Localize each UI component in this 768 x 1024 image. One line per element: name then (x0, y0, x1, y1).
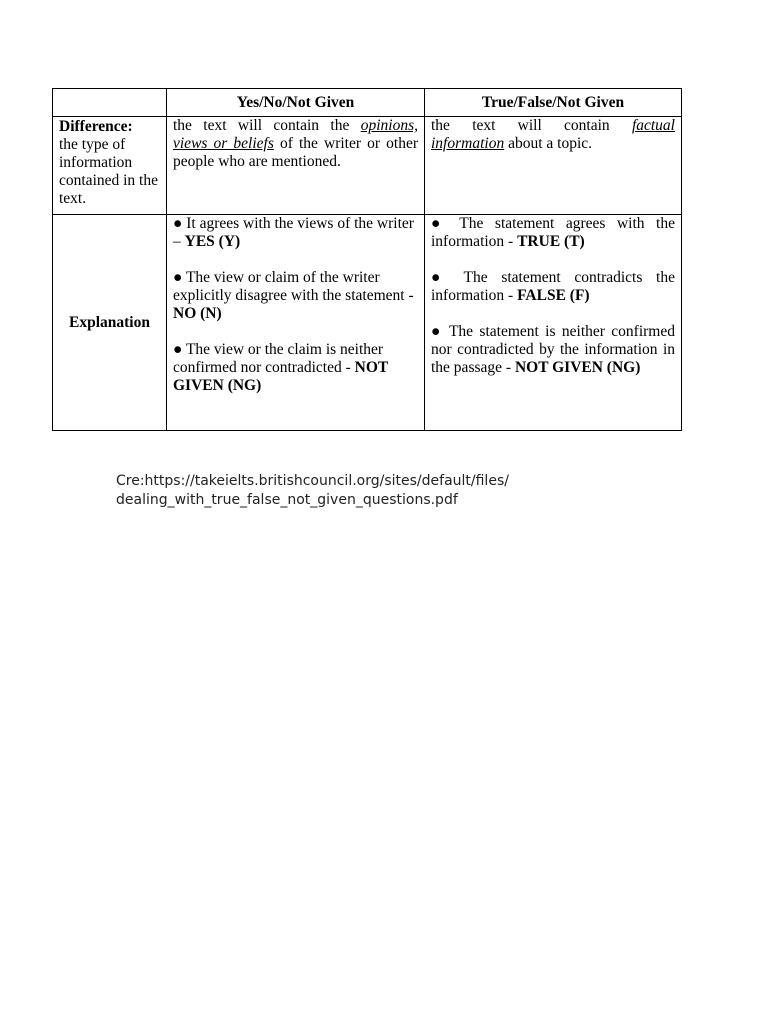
ynng-difference-before: the text will contain the (173, 117, 361, 134)
tfng-difference-after: about a topic. (504, 135, 593, 152)
tfng-difference-before: the text will contain (431, 117, 632, 134)
ynng-bullet-no-text: ● The view or claim of the writer explicitly disagree with the statement - (173, 269, 414, 304)
tfng-bullet-true (431, 215, 675, 251)
explanation-ynng-cell (167, 215, 425, 431)
tfng-bullet-false-answer: FALSE (F) (517, 287, 590, 304)
ynng-bullet-no-answer: NO (N) (173, 305, 222, 322)
tfng-difference-emphasis: factual information (431, 117, 675, 152)
difference-row (53, 117, 682, 215)
difference-label: Difference: (59, 118, 133, 135)
ynng-difference-emphasis: opinions, views or beliefs (173, 117, 418, 152)
ynng-bullet-not-given-text: ● The view or the claim is neither confirmed nor contradicted - (173, 341, 384, 376)
tfng-bullet-false-text: ● The statement contradicts the information - (431, 269, 675, 304)
ynng-bullet-yes-answer: YES (Y) (184, 233, 241, 250)
header-yes-no-not-given: Yes/No/Not Given (167, 89, 425, 117)
difference-description: the type of information contained in the text. (59, 136, 158, 207)
tfng-bullet-true-answer: TRUE (T) (517, 233, 585, 250)
tfng-bullet-not-given-answer: NOT GIVEN (NG) (514, 359, 641, 376)
source-credit (116, 472, 676, 510)
header-row (53, 89, 682, 117)
ynng-difference-after: of the writer or other people who are mentioned. (173, 135, 418, 170)
difference-tfng-cell (425, 117, 682, 215)
header-empty-cell (53, 89, 167, 117)
difference-ynng-cell (167, 117, 425, 215)
credit-line-1: Cre:https://takeielts.britishcouncil.org/sites/default/files/ (116, 473, 509, 489)
tfng-bullet-false (431, 269, 675, 305)
explanation-row (53, 215, 682, 431)
credit-line-2: dealing_with_true_false_not_given_questions.pdf (116, 492, 458, 508)
tfng-bullet-true-text: ● The statement agrees with the information - (431, 215, 675, 250)
explanation-tfng-cell (425, 215, 682, 431)
tfng-bullet-not-given (431, 323, 675, 377)
ynng-bullet-no (173, 269, 418, 323)
comparison-table (52, 88, 682, 431)
ynng-bullet-yes (173, 215, 418, 251)
tfng-bullet-not-given-text: ● The statement is neither confirmed nor contradicted by the information in the passage - (431, 323, 675, 376)
difference-label-cell (53, 117, 167, 215)
header-true-false-not-given: True/False/Not Given (425, 89, 682, 117)
ynng-bullet-yes-text: ● It agrees with the views of the writer – (173, 215, 414, 250)
explanation-label: Explanation (53, 215, 167, 431)
ynng-bullet-not-given (173, 341, 418, 395)
ynng-bullet-not-given-answer: NOT GIVEN (NG) (173, 359, 388, 394)
